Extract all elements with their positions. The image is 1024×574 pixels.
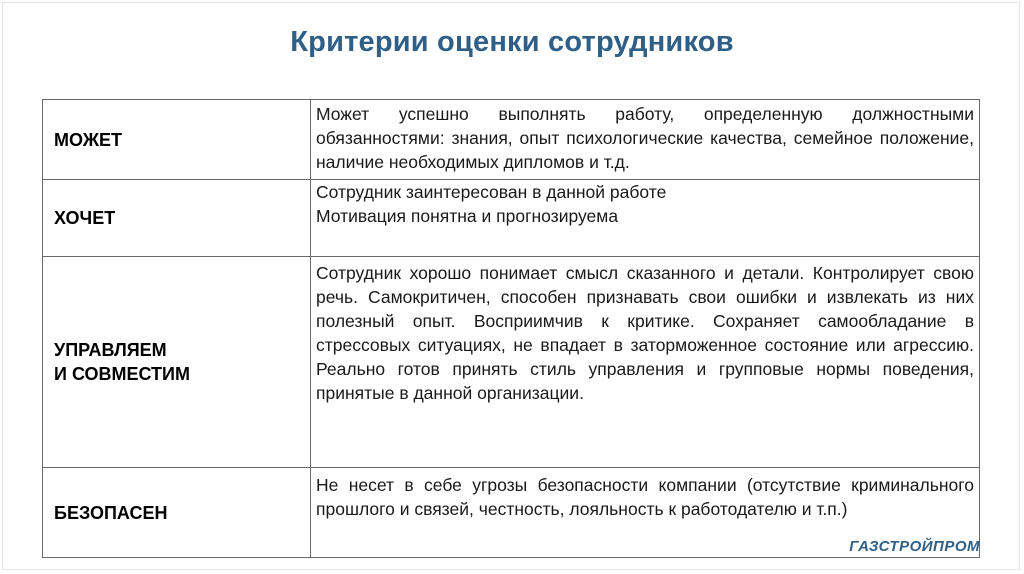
description-line: Мотивация понятна и прогнозируема [316,206,619,226]
table-row [43,100,980,180]
slide-title: Критерии оценки сотрудников [290,26,734,58]
table-row [43,257,980,468]
criteria-table [42,99,980,558]
criterion-label: ХОЧЕТ [43,180,311,257]
criterion-description: Может успешно выполнять работу, определенную должностными обязанностями: знания, опыт психологические качества, семейное положение, наличие необходимых дипломов и т.д. [311,100,980,180]
table-row [43,468,980,558]
description-line: Сотрудник заинтересован в данной работе [316,182,667,202]
criterion-description [311,180,980,257]
criterion-label: БЕЗОПАСЕН [43,468,311,558]
brand-logo: ГАЗСТРОЙПРОМ [849,538,980,555]
criterion-label: УПРАВЛЯЕМ И СОВМЕСТИМ [43,257,311,468]
criterion-label: МОЖЕТ [43,100,311,180]
criterion-description: Не несет в себе угрозы безопасности компании (отсутствие криминального прошлого и связей, честность, лояльность к работодателю и т.п.) [311,468,980,558]
table-row [43,180,980,257]
criterion-description: Сотрудник хорошо понимает смысл сказанного и детали. Контролирует свою речь. Самокритичен, способен признавать свои ошибки и извлекать из них полезный опыт. Восприимчив к критике. Сохраняет самообладание в стрессовых ситуациях, не впадает в заторможенное состояние или агрессию. Реально готов принять стиль управления и групповые нормы поведения, принятые в данной организации. [311,257,980,468]
